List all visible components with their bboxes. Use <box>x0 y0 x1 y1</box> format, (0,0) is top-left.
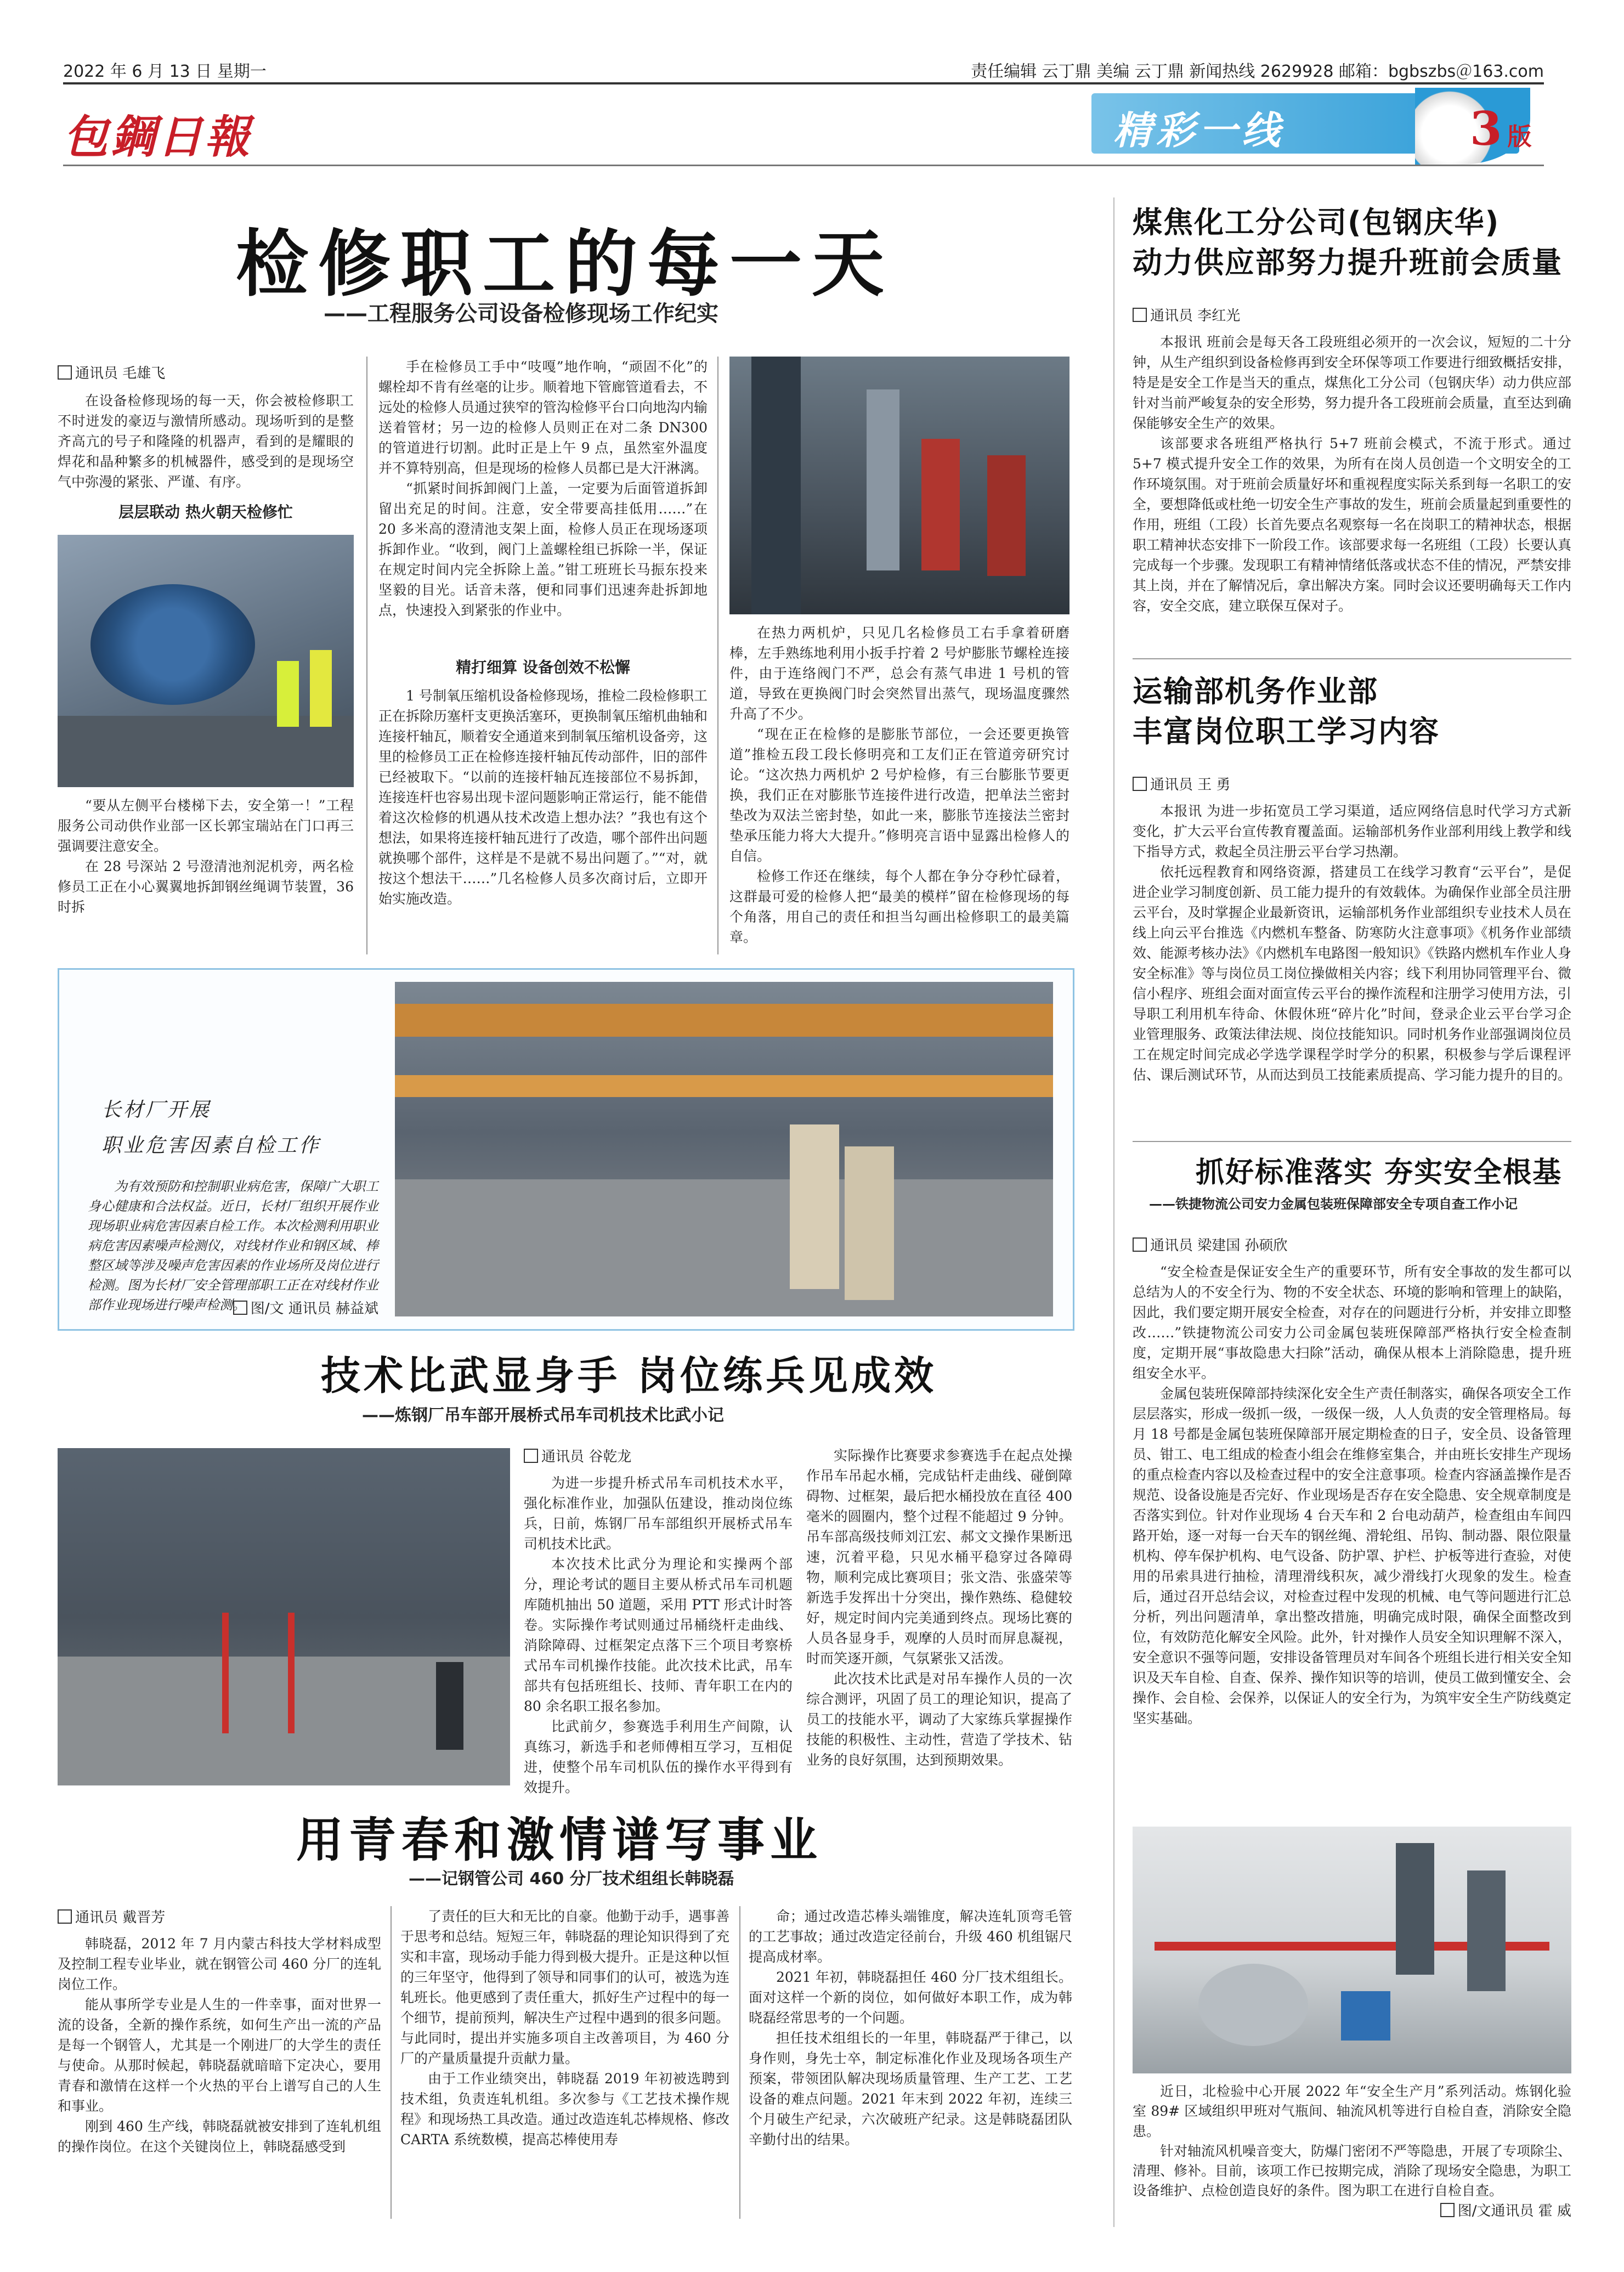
worker-vest-shape <box>277 661 299 727</box>
article1-photo-turbine <box>58 535 354 787</box>
floor-shape <box>395 1179 1053 1316</box>
header-rule-2 <box>63 165 1544 166</box>
right3-title: 抓好标准落实 夯实安全根基 <box>1196 1156 1563 1189</box>
article1-byline: 通讯员 毛雄飞 <box>58 362 165 382</box>
right-section-rule <box>1133 1141 1571 1142</box>
article3-col2: 了责任的巨大和无比的自豪。他勤于动手，遇事善于思考和总结。短短三年，韩晓磊的理论知识得到了充实和丰富，现场动手能力得到极大提升。正是这种以恒的三年坚守，他得到了领导和同事们的认可，被选为连轧班长。他更感到了责任重大，抓好生产过程中的每一个细节，提前预判，解决生产过程中遇到的很多问题。与此同时，提出并实施多项自主改善项目，为 460 分厂的产量质量提升贡献力量。 由于工作业绩突出，韩晓磊 2019 年初被选聘到技术组，负责连轧机组。多次参与《工艺技术操作规程》和现场热工具改造。通过改造连轧芯棒规格、修改 CARTA 系统数模，提高芯棒使用寿 <box>400 1908 730 2147</box>
worker-shape-2 <box>987 455 1026 576</box>
article1-col2-part1: 手在检修员工手中“吱嘎”地作响，“顽固不化”的螺栓却不肯有丝毫的让步。顺着地下管廊管道看去，不远处的检修人员通过狭窄的管沟检修平台口向地沟内输送着管材；另一边的检修人员则正在对二条 DN300 的管道进行切割。此时正是上午 9 点，虽然室外温度并不算特别高，但是现场的检修人员都已是大汗淋漓。 “抓紧时间拆卸阀门上盖，一定要为后面管道拆卸留出充足的时间。注意，安全带要高挂低用……”在 20 多米高的澄清池支架上面，检修人员正在现场逐项拆卸作业。“收到，阀门上盖螺栓组已拆除一半，保证在规定时间内完全拆除上盖。”钳工班班长马振东投来坚毅的目光。话音未落，便和同事们迅速奔赴拆卸地点，快速投入到紧张的作业中。 <box>378 359 708 618</box>
right1-byline: 通讯员 李红光 <box>1133 304 1240 325</box>
worker-uniform-shape <box>790 1124 839 1289</box>
right-section-rule <box>1133 658 1571 659</box>
person-shape <box>436 1662 463 1750</box>
right1-title <box>1133 203 1563 283</box>
feature-title-line1: 长材厂开展 <box>101 1099 212 1121</box>
right3-byline: 通讯员 梁建国 孙硕欣 <box>1133 1234 1288 1254</box>
right3-text: “安全检查是保证安全生产的重要环节，所有安全事故的发生都可以总结为人的不安全行为、物的不安全状态、环境的影响和管理上的缺陷，因此，我们要定期开展安全检查，对存在的问题进行分析，并安排立即整改……”铁捷物流公司安力公司金属包装班保障部严格执行安全检查制度，定期开展“事故隐患大扫除”活动，确保从根本上消除隐患，提升班组安全水平。 金属包装班保障部持续深化安全生产责任制落实，确保各项安全工作层层落实，形成一级抓一级，一级保一级，人人负责的安全管理格局。每月 18 号都是金属包装班保障部开展定期检查的日子，安全员、设备管理员、钳工、电工组成的检查小组会在维修室集合，并由班长安排生产现场的重点检查内容以及检查过程中的安全注意事项。检查内容涵盖操作是否规范、设备设施是否完好、作业现场是否存在安全隐患、安全规章制度是否落实到位。针对作业现场 4 台天车和 2 台电动葫芦，检查组由车间四路开始，逐一对每一台天车的钢丝绳、滑轮组、吊钩、制动器、限位限量机构、停车保护机构、电气设备、防护罩、护栏、护板等进行查验，对使用的吊索具进行抽检，清理滑线积灰，减少滑线打火现象的发生。检查后，通过召开总结会议，对检查过程中发现的机械、电气等问题进行汇总分析，列出问题清单，拿出整改措施，明确完成时限，确保全面整改到位，有效防范化解安全风险。此外，针对操作人员安全知识理解不深入，安全意识不强等问题，安排设备管理员对车间各个班组长进行相关安全知识及天车自检、自查、保养、操作知识等的培训，使员工做到懂安全、会操作、会自检、会保养，以保证人的安全行为，为筑牢安全生产防线奠定坚实基础。 <box>1133 1264 1572 1726</box>
masthead-logo: 包鋼日報 <box>63 111 252 163</box>
article3-col3: 命；通过改造芯棒头端锥度，解决连轧顶弯毛管的工艺事故；通过改造定径前台，升级 460 机组锯尺提高成材率。 2021 年初，韩晓磊担任 460 分厂技术组组长。面对这样一个新的岗位，如何做好本职工作，成为韩晓磊经常思考的一个问题。 担任技术组组长的一年里，韩晓磊严于律己，以身作则，身先士卒，制定标准化作业及现场各项生产预案，带领团队解决现场质量管理、生产工艺、工艺设备的难点问题。2021 年末到 2022 年初，连续三个月破生产纪录，六次破班产纪录。这是韩晓磊团队辛勤付出的结果。 <box>749 1908 1072 2147</box>
floor-shape <box>58 716 354 787</box>
article2-col1: 为进一步提升桥式吊车司机技术水平，强化标准作业，加强队伍建设，推动岗位练兵，日前，炼钢厂吊车部组织开展桥式吊车司机技术比武。 本次技术比武分为理论和实操两个部分，理论考试的题目主要从桥式吊车司机题库随机抽出 50 道题，采用 PTT 形式计时答卷。实际操作考试则通过吊桶绕杆走曲线、消除障碍、过框架定点落下三个项目考察桥式吊车司机操作技能。此次技术比武，吊车部共有包括班组长、技师、青年职工在内的 80 余名职工报名参加。 比武前夕，参赛选手利用生产间隙，认真练习，新选手和老师傅相互学习，互相促进，使整个吊车司机队伍的操作水平得到有效提升。 <box>524 1475 793 1795</box>
column-divider <box>717 357 718 954</box>
column-divider <box>366 357 367 954</box>
right1-title-line2: 动力供应部努力提升班前会质量 <box>1133 245 1563 280</box>
turbine-shape <box>90 584 255 705</box>
pipe-shape <box>751 357 801 614</box>
article2-byline: 通讯员 谷乾龙 <box>524 1445 631 1466</box>
pole-shape-2 <box>288 1613 295 1733</box>
motor-shape <box>1341 1991 1390 2041</box>
worker-shape <box>921 439 960 570</box>
crane-beam-shape <box>395 1004 1053 1037</box>
right1-text: 本报讯 班前会是每天各工段班组必须开的一次会议，短短的二十分钟，从生产组织到设备检修再到安全环保等项工作要进行细致概括安排，特是是安全工作是当天的重点，煤焦化工分公司（包钢庆华）动力供应部针对当前严峻复杂的安全形势，努力提升各工段班前会质量，直至达到确保能够安全生产的效果。 该部要求各班组严格执行 5+7 班前会模式，不流于形式。通过 5+7 模式提升安全工作的效果，为所有在岗人员创造一个文明安全的工作环境氛围。对于班前会质量好坏和重视程度实际关系到每一名职工的安全，要想降低或杜绝一切安全生产事故的发生，班前会质量起到重要性的作用，班组（工段）长首先要点名观察每一名在岗职工的精神状态，根据职工精神状态安排下一阶段工作。该部要求每一名班组（工段）长要认真完成每一个步骤。发现职工有精神情绪低落或状态不佳的情况，严禁安排其上岗，并在了解情况后，拿出解决方案。同时会议还要明确每天工作内容，安全交底，建立联保互保对子。 <box>1133 334 1572 614</box>
worker-shape <box>1396 1843 1434 1975</box>
right-photo-caption: 近日，北检验中心开展 2022 年“安全生产月”系列活动。炼钢化验室 89# 区域组织甲班对气瓶间、轴流风机等进行自检自查，消除安全隐患。 针对轴流风机噪音变大，防爆门密闭不严等隐患，开展了专项除尘、清理、修补。目前，该项工作已按期完成，消除了现场安全隐患，为职工设备维护、点检创造良好的条件。图为职工在进行自检自查。 <box>1133 2083 1572 2199</box>
feature-credit: 图/文 通讯员 赫益斌 <box>88 1297 378 1318</box>
right1-title-line1: 煤焦化工分公司(包钢庆华) <box>1133 205 1500 240</box>
right2-title <box>1133 672 1440 752</box>
worker-vest-shape-2 <box>310 650 332 727</box>
worker-shape-2 <box>1467 1870 1506 1991</box>
column-divider <box>391 1906 392 2219</box>
right-column-divider <box>1113 197 1114 2227</box>
right-photo-credit: 图/文通讯员 霍 威 <box>1133 2200 1571 2220</box>
article2-photo-competition <box>58 1448 510 1785</box>
top-info-bar <box>63 58 1544 85</box>
article3-title: 用青春和激情谱写事业 <box>296 1813 823 1868</box>
section-banner-label: 精彩一线 <box>1113 108 1285 153</box>
article2-title: 技术比武显身手 岗位练兵见成效 <box>321 1353 937 1399</box>
article1-photo-pipes <box>729 357 1070 614</box>
article1-col1-continued: “要从左侧平台楼梯下去，安全第一！”工程服务公司动供作业部一区长郭宝瑞站在门口再三强调要注意安全。 在 28 号深站 2 号澄清池剂泥机旁，两名检修员工正在小心翼翼地拆卸钢丝绳调节装置，36 时拆 <box>58 798 354 915</box>
page-number: 3 版 <box>1470 101 1532 156</box>
editor-info: 责任编辑 云丁鼎 美编 云丁鼎 新闻热线 2629928 邮箱：bgbszbs＠163.com <box>971 62 1544 81</box>
crane-beam-shape-2 <box>395 1075 1053 1097</box>
pole-shape <box>222 1613 229 1733</box>
header-rule <box>63 82 1544 84</box>
article1-title: 检修职工的每一天 <box>236 222 894 307</box>
article2-subtitle: ——炼钢厂吊车部开展桥式吊车司机技术比武小记 <box>362 1406 724 1425</box>
right2-text: 本报讯 为进一步拓宽员工学习渠道，适应网络信息时代学习方式新变化，扩大云平台宣传教育覆盖面。运输部机务作业部利用线上教学和线下指导方式，救起全员注册云平台学习热潮。 依托远程教育和网络资源，搭建员工在线学习教育“云平台”，是促进企业学习制度创新、员工能力提升的有效载体。为确保作业部全员注册云平台，及时掌握企业最新资讯，运输部机务作业部组织专业技术人员在线上向云平台推选《内燃机车整备、防寒防火注意事项》《机务作业部绩效、能源考核办法》《内燃机车电路图一般知识》《铁路内燃机车作业人身安全标准》等与岗位员工岗位操做相关内容；线下利用协同管理平台、微信小程序、班组会面对面宣传云平台的操作流程和注册学习使用方法，引导职工利用机车待命、休假休班“碎片化”时间，登录企业云平台学习企业管理服务、政策法律法规、岗位技能知识。同时机务作业部强调岗位员工在规定时间完成必学选学课程学时学分的积累，积极参与学后课程评估、课后测试环节，从而达到员工技能素质提高、学习能力提升的目的。 <box>1133 803 1572 1083</box>
article3-subtitle: ——记钢管公司 460 分厂技术组组长韩晓磊 <box>409 1869 734 1889</box>
right2-title-line2: 丰富岗位职工学习内容 <box>1133 714 1440 749</box>
article1-section2-heading: 精打细算 设备创效不松懈 <box>456 658 630 676</box>
article3-byline: 通讯员 戴晋芳 <box>58 1906 165 1926</box>
article1-intro: 在设备检修现场的每一天，你会被检修职工不时迸发的豪迈与激情所感动。现场听到的是整齐高亢的号子和隆隆的机器声，看到的是耀眼的焊花和晶种繁多的机械器件，感受到的是现场空气中弥漫的紧张、严谨、有序。 <box>58 393 354 490</box>
worker-uniform-shape-2 <box>845 1146 894 1300</box>
pipe-shape-2 <box>867 389 899 570</box>
article1-subtitle: ——工程服务公司设备检修现场工作纪实 <box>324 301 718 326</box>
article1-section1-heading: 层层联动 热火朝天检修忙 <box>118 503 293 521</box>
right3-subtitle: ——铁捷物流公司安力金属包装班保障部安全专项自查工作小记 <box>1149 1196 1518 1212</box>
feature-title-line2: 职业危害因素自检工作 <box>101 1134 321 1157</box>
fan-housing-shape <box>1198 1964 1308 2046</box>
right-photo-inspection <box>1133 1827 1571 2073</box>
issue-date: 2022 年 6 月 13 日 星期一 <box>63 62 267 81</box>
article1-col2-part2: 1 号制氧压缩机设备检修现场，推检二段检修职工正在拆除历塞杆支更换活塞环，更换制氧压缩机曲轴和连接杆轴瓦，顺着安全通道来到制氧压缩机设备旁，这里的检修员工正在检修连接杆轴瓦传动部件，旧的部件已经被取下。“以前的连接杆轴瓦连接部位不易拆卸，连接连杆也容易出现卡涩问题影响正常运行，能不能借着这次检修的机遇从技术改造上想办法？”我也有这个想法，如果将连接杆轴瓦进行了改造，哪个部件出问题就换哪个部件，这样是不是就不易出问题了。”“对，就按这个想法干……”几名检修人员多次商讨后，立即开始实施改造。 <box>378 688 708 907</box>
feature-photo-mill <box>395 982 1053 1316</box>
feature-text: 为有效预防和控制职业病危害，保障广大职工身心健康和合法权益。近日，长材厂组织开展作业现场职业病危害因素自检工作。本次检测利用职业病危害因素噪声检测仪，对线材作业和钢区域、棒整区域等涉及噪声危害因素的作业场所及岗位进行检测。图为长材厂安全管理部职工正在对线材作业部作业现场进行噪声检测。 <box>88 1179 378 1313</box>
right2-byline: 通讯员 王 勇 <box>1133 773 1231 794</box>
right2-title-line1: 运输部机务作业部 <box>1133 674 1378 709</box>
article3-col1: 韩晓磊，2012 年 7 月内蒙古科技大学材料成型及控制工程专业毕业，就在钢管公司 460 分厂的连轧岗位工作。 能从事所学专业是人生的一件幸事，面对世界一流的设备，全新的操作系统，如何生产出一流的产品是每一个钢管人，尤其是一个刚进厂的大学生的责任与使命。从那时候起，韩晓磊就暗暗下定决心，要用青春和激情在这样一个火热的平台上谱写自己的人生和事业。 刚到 460 生产线，韩晓磊就被安排到了连轧机组的操作岗位。在这个关键岗位上，韩晓磊感受到 <box>58 1936 381 2155</box>
column-divider <box>739 1906 740 2219</box>
article1-col3: 在热力两机炉，只见几名检修员工右手拿着研磨棒，左手熟练地利用小扳手拧着 2 号炉膨胀节螺栓连接件，由于连络阀门不严，总会有蒸气串进 1 号机的管道，导致在更换阀门时会突然冒出蒸气，现场温度骤然升高了不少。 “现在正在检修的是膨胀节部位，一会还要更换管道”推检五段工段长修明亮和工友们正在管道旁研究讨论。“这次热力两机炉 2 号炉检修，有三台膨胀节要更换，我们正在对膨胀节连接件进行改造，把单法兰密封垫改为双法兰密封垫，如此一来，膨胀节连接法兰密封垫承压能力将大大提升。”修明亮言语中显露出检修人的自信。 检修工作还在继续，每个人都在争分夺秒忙碌着，这群最可爱的检修人把“最美的模样”留在检修现场的每个角落，用自己的责任和担当勾画出检修职工的最美篇章。 <box>729 625 1070 945</box>
article2-col2: 实际操作比赛要求参赛选手在起点处操作吊车吊起水桶，完成钻杆走曲线、碰倒障碍物、过框架，最后把水桶投放在直径 400 毫米的圆圈内，整个过程不能超过 9 分钟。吊车部高级技师刘江宏、郝文文操作果断迅速，沉着平稳，只见水桶平稳穿过各障碍物，顺利完成比赛项目；张文浩、张盛荣等新选手发挥出十分突出，操作熟练、稳健较好，规定时间内完美通到终点。现场比赛的人员各显身手，观摩的人员时而屏息凝视，时而笑逐开颜，气氛紧张又活泼。 此次技术比武是对吊车操作人员的一次综合测评，巩固了员工的理论知识，提高了员工的技能水平，调动了大家练兵掌握操作技能的积极性、主动性，营造了学技术、钻业务的良好氛围，达到预期效果。 <box>806 1448 1072 1768</box>
